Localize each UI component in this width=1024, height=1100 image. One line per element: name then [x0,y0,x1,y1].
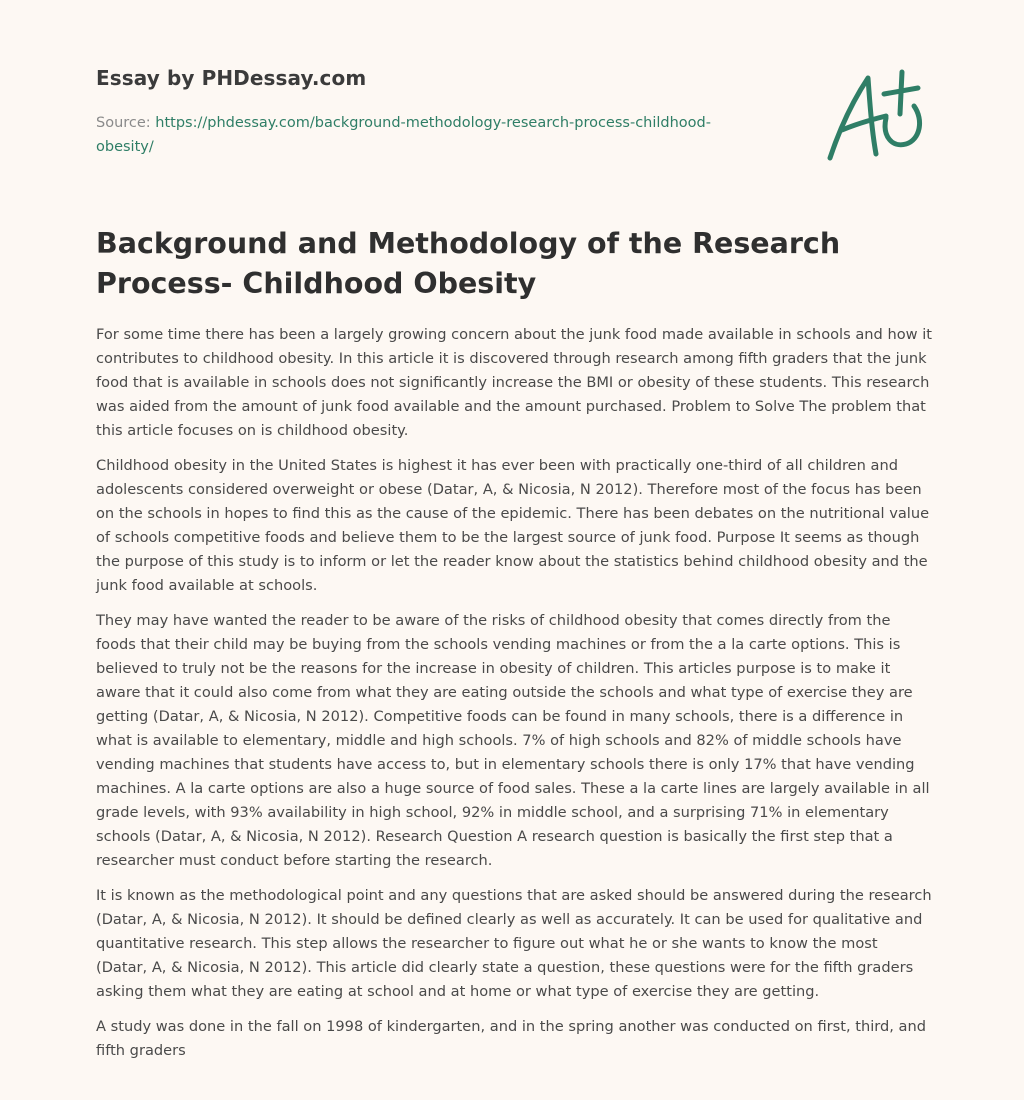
a-plus-logo-icon [822,66,932,166]
article-body [96,323,932,1074]
paragraph: It is known as the methodological point and any questions that are asked should be answered during the research (Datar, A, & Nicosia, N 2012). It should be defined clearly as well as accurately. It can be used for qualitative and quantitative research. This step allows the researcher to figure out what he or she wants to know the most (Datar, A, & Nicosia, N 2012). This article did clearly state a question, these questions were for the fifth graders asking them what they are eating at school and at home or what type of exercise they are getting. [96,887,932,1000]
paragraph: For some time there has been a largely growing concern about the junk food made available in schools and how it contributes to childhood obesity. In this article it is discovered through research among fifth graders that the junk food that is available in schools does not significantly increase the BMI or obesity of these students. This research was aided from the amount of junk food available and the amount purchased. Problem to Solve The problem that this article focuses on is childhood obesity. [96,326,932,439]
source-label: Source: [96,115,151,131]
paragraph: Childhood obesity in the United States is highest it has ever been with practically one-third of all children and adolescents considered overweight or obese (Datar, A, & Nicosia, N 2012). Therefore most of the focus has been on the schools in hopes to find this as the cause of the epidemic. There has been debates on the nutritional value of schools competitive foods and believe them to be the largest source of junk food. Purpose It seems as though the purpose of this study is to inform or let the reader know about the statistics behind childhood obesity and the junk food available at schools. [96,457,930,594]
site-brand: Essay by PHDessay.com [96,66,367,90]
paragraph: A study was done in the fall on 1998 of kindergarten, and in the spring another was conducted on first, third, and fifth graders [96,1018,927,1059]
source-line [96,111,746,159]
article-title: Background and Methodology of the Research Process- Childhood Obesity [96,227,841,300]
source-link[interactable]: https://phdessay.com/background-methodology-research-process-childhood-obesity/ [96,115,711,155]
paragraph: They may have wanted the reader to be aware of the risks of childhood obesity that comes directly from the foods that their child may be buying from the schools vending machines or from the a la carte options. This is believed to truly not be the reasons for the increase in obesity of children. This articles purpose is to make it aware that it could also come from what they are eating outside the schools and what type of exercise they are getting (Datar, A, & Nicosia, N 2012). Competitive foods can be found in many schools, there is a difference in what is available to elementary, middle and high schools. 7% of high schools and 82% of middle schools have vending machines that students have access to, but in elementary schools there is only 17% that have vending machines. A la carte options are also a huge source of food sales. These a la carte lines are largely available in all grade levels, with 93% availability in high school, 92% in middle school, and a surprising 71% in elementary schools (Datar, A, & Nicosia, N 2012). Research Question A research question is basically the first step that a researcher must conduct before starting the research. [96,612,930,869]
